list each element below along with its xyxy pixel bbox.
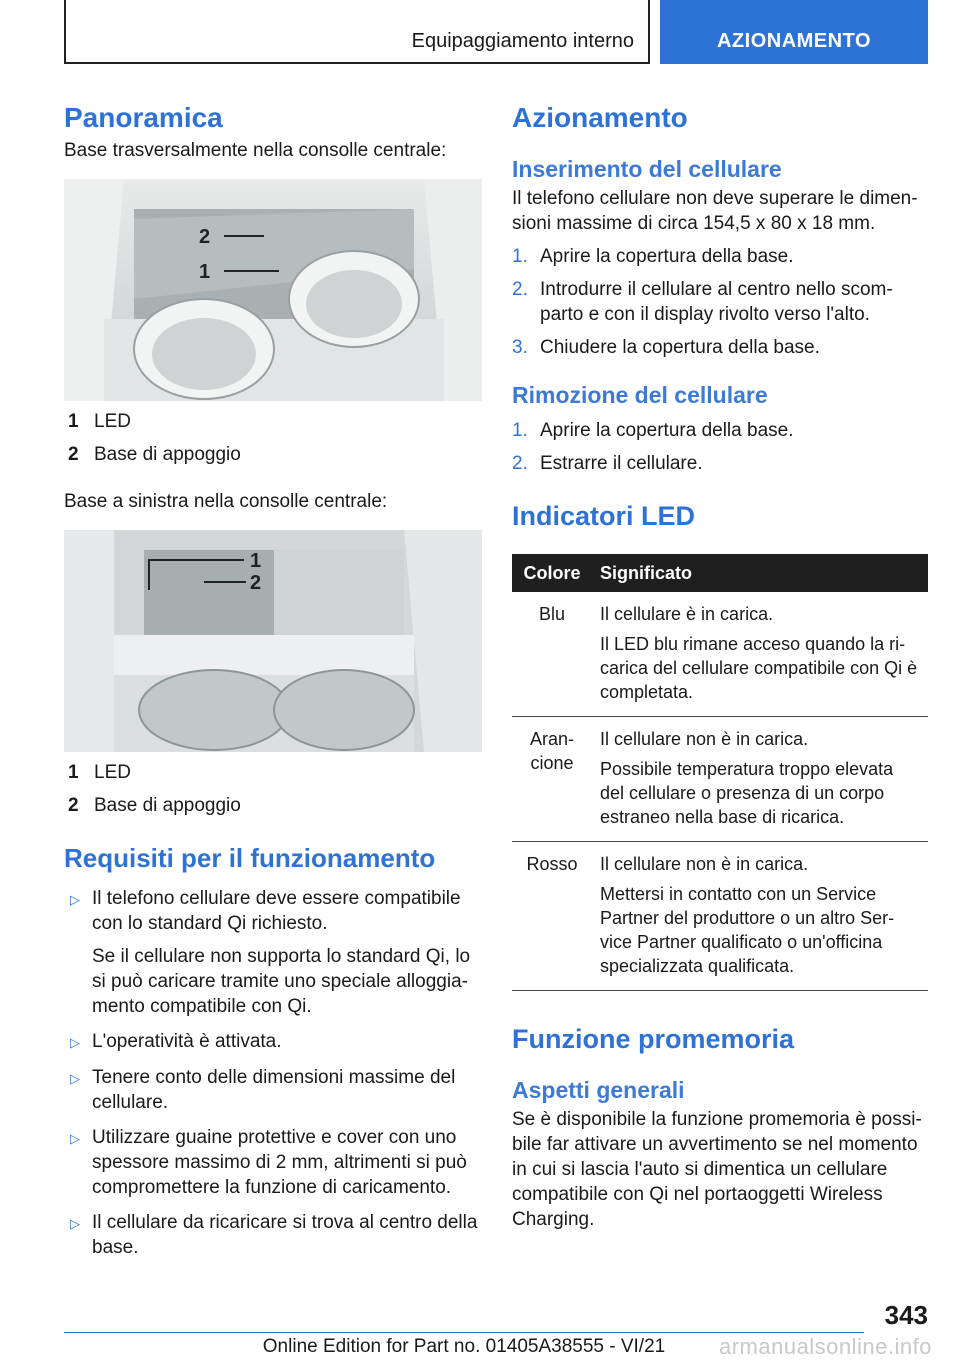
triangle-bullet-icon: ▷ [70, 1131, 80, 1146]
meaning-line2: Il LED blu rimane acceso quando la ricarica del cellulare compatibile con Qi è completata. [600, 634, 918, 702]
meaning-line1: Il cellulare è in carica. [600, 604, 774, 624]
triangle-bullet-icon: ▷ [70, 1035, 80, 1050]
legend-number: 1 [68, 411, 79, 432]
footer-divider [64, 1332, 864, 1333]
legend-label: Base di appoggio [94, 795, 241, 816]
insert-text: Il telefono cellulare non deve superare le dimensioni massime di circa 154,5 x 80 x 18 mm. [512, 188, 918, 234]
list-item [512, 451, 928, 476]
list-item-text: Il cellulare da ricaricare si trova al centro della base. [92, 1212, 478, 1258]
header-tab-azionamento[interactable]: AZIONAMENTO [660, 0, 928, 64]
meaning-line2: Possibile temperatura troppo elevata del cellulare o presenza di un corpo estraneo nella base di ricarica. [600, 759, 894, 827]
list-item [512, 335, 928, 360]
photo1-callout-2: 2 [199, 226, 211, 248]
photo2-callout-1: 1 [250, 550, 262, 572]
legend-item [64, 409, 482, 434]
intro-left-base: Base a sinistra nella consolle centrale: [64, 491, 388, 512]
step-number: 1. [512, 246, 528, 267]
legend-number: 1 [68, 762, 79, 783]
list-item-text: Il telefono cellulare deve essere compatibile con lo standard Qi richiesto. [92, 888, 461, 934]
legend-item [64, 793, 482, 818]
list-item [64, 1029, 482, 1055]
meaning-line2: Mettersi in contatto con un Service Partner del produttore o un altro Service Partner qualificato o un'officina specializzata qualificata. [600, 884, 895, 976]
triangle-bullet-icon: ▷ [70, 892, 80, 907]
step-number: 2. [512, 279, 528, 300]
legend-label: Base di appoggio [94, 444, 241, 465]
list-item [512, 277, 928, 327]
legend-item [64, 760, 482, 785]
step-text: Introdurre il cellulare al centro nello scomparto e con il display rivolto verso l'alto. [540, 279, 893, 325]
list-item [64, 886, 482, 1019]
step-number: 2. [512, 453, 528, 474]
table-header-row [512, 554, 928, 592]
right-column [512, 100, 928, 1232]
remove-steps [512, 418, 928, 476]
table-header-color: Colore [512, 554, 592, 592]
title-remove-phone: Rimozione del cellulare [512, 382, 768, 408]
list-item [64, 1125, 482, 1200]
list-item [512, 418, 928, 443]
table-row [512, 592, 928, 717]
table-cell-meaning [592, 717, 928, 842]
legend-transverse [64, 409, 482, 467]
table-cell-color: Rosso [512, 842, 592, 991]
photo-left-illustration [64, 530, 482, 752]
step-text: Aprire la copertura della base. [540, 246, 794, 267]
list-item [64, 1210, 482, 1260]
general-text: Se è disponibile la funzione promemoria è possibile far attivare un avvertimento se nel momento in cui si lascia l'auto si dimentica un cellulare compatibile con Qi nel portaoggetti Wireless Charging. [512, 1109, 922, 1230]
legend-number: 2 [68, 795, 79, 816]
photo1-callout-1: 1 [199, 261, 211, 283]
led-table [512, 554, 928, 991]
photo-transverse-base [64, 179, 482, 401]
list-item-text: L'operatività è attivata. [92, 1031, 282, 1052]
table-row [512, 717, 928, 842]
page-number: 343 [884, 1300, 928, 1330]
list-item-text: Utilizzare guaine protettive e cover con uno spessore massimo di 2 mm, altrimenti si può compromettere la funzione di caricamento. [92, 1127, 467, 1198]
step-number: 1. [512, 420, 528, 441]
legend-item [64, 442, 482, 467]
title-panoramica: Panoramica [64, 102, 223, 133]
table-cell-meaning [592, 592, 928, 717]
title-requirements: Requisiti per il funzionamento [64, 843, 436, 873]
step-text: Aprire la copertura della base. [540, 420, 794, 441]
title-azionamento: Azionamento [512, 102, 688, 133]
title-led-indicators: Indicatori LED [512, 501, 696, 531]
list-item [512, 244, 928, 269]
requirements-list [64, 886, 482, 1260]
meaning-line1: Il cellulare non è in carica. [600, 729, 809, 749]
header-section-title: Equipaggiamento interno [411, 30, 634, 52]
legend-left-base [64, 760, 482, 818]
step-number: 3. [512, 337, 528, 358]
list-item-text: Tenere conto delle dimensioni massime del cellulare. [92, 1067, 456, 1113]
title-insert-phone: Inserimento del cellulare [512, 156, 782, 182]
table-row [512, 842, 928, 991]
table-cell-color: Blu [512, 592, 592, 717]
list-item [64, 1065, 482, 1115]
legend-label: LED [94, 762, 131, 783]
table-cell-color: Arancione [512, 717, 592, 842]
intro-transverse: Base trasversalmente nella consolle centrale: [64, 140, 447, 161]
header-frame [64, 0, 650, 64]
step-text: Chiudere la copertura della base. [540, 337, 820, 358]
legend-label: LED [94, 411, 131, 432]
insert-steps [512, 244, 928, 360]
page-header [64, 0, 928, 66]
table-header-meaning: Significato [592, 554, 928, 592]
photo-left-base [64, 530, 482, 752]
legend-number: 2 [68, 444, 79, 465]
list-item-subtext: Se il cellulare non supporta lo standard Qi, lo si può caricare tramite uno speciale alloggiamento compatibile con Qi. [92, 946, 471, 1017]
photo2-callout-2: 2 [250, 572, 262, 594]
step-text: Estrarre il cellulare. [540, 453, 703, 474]
table-cell-meaning [592, 842, 928, 991]
watermark: armanualsonline.info [718, 1334, 932, 1359]
triangle-bullet-icon: ▷ [70, 1216, 80, 1231]
footer-edition: Online Edition for Part no. 01405A38555 - VI/21 [262, 1336, 666, 1357]
meaning-line1: Il cellulare non è in carica. [600, 854, 809, 874]
triangle-bullet-icon: ▷ [70, 1071, 80, 1086]
left-column [64, 100, 482, 1260]
title-general-aspects: Aspetti generali [512, 1077, 685, 1103]
title-reminder-function: Funzione promemoria [512, 1024, 795, 1054]
photo-transverse-illustration [64, 179, 482, 401]
